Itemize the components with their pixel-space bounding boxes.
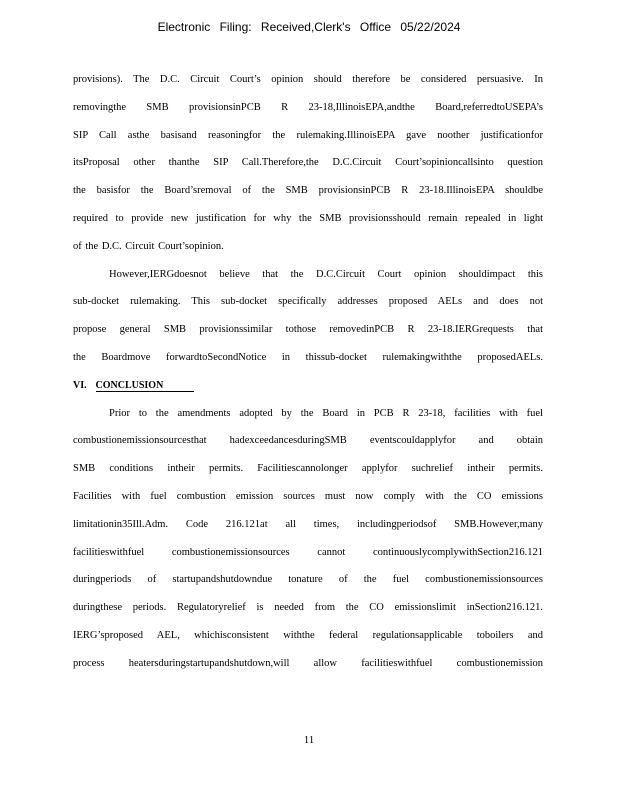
text-line: process heatersduringstartupandshutdown,will allow facilitieswithfuel combustionemission	[73, 657, 543, 669]
text-line: Prior to the amendments adopted by the Board in PCB R 23-18, facilities with fuel	[109, 407, 543, 419]
section-heading	[73, 379, 543, 407]
text-line: SIP Call asthe basisand reasoningfor the rulemaking.IllinoisEPA gave noother justificationfor	[73, 129, 543, 141]
page-number: 11	[303, 734, 315, 746]
text-line: SMB conditions intheir permits. Facilitiescannolonger applyfor suchrelief intheir permits.	[73, 463, 543, 475]
text-line: itsProposal other thanthe SIP Call.Therefore,the D.C.Circuit Court’sopinioncallsinto question	[73, 157, 543, 169]
text-line: provisions). The D.C. Circuit Court’s opinion should therefore be considered persuasive. In	[73, 74, 543, 85]
text-line: duringperiods of startupandshutdowndue tonature of the fuel combustionemissionsources	[73, 574, 543, 586]
text-line: propose general SMB provisionssimilar tothose removedinPCB R 23-18.IERGrequests that	[73, 324, 543, 336]
text-line: IERG’sproposed AEL, whichisconsistent withthe federal regulationsapplicable toboilers and	[73, 629, 543, 641]
paragraph-dc-circuit-opinion	[73, 73, 543, 268]
text-line: sub-docket rulemaking. This sub-docket specifically addresses proposed AELs and does not	[73, 296, 543, 308]
text-line: duringthese periods. Regulatoryrelief is needed from the CO emissionslimit inSection216.121.	[73, 602, 543, 614]
section-number: VI.	[73, 379, 87, 391]
text-line: However,IERGdoesnot believe that the D.C.Circuit Court opinion shouldimpact this	[109, 268, 543, 280]
text-line: the basisfor the Board’sremoval of the SMB provisionsinPCB R 23-18.IllinoisEPA shouldbe	[73, 185, 543, 197]
section-title: CONCLUSION	[96, 380, 194, 392]
text-line: combustionemissionsourcesthat hadexceedancesduringSMB eventscouldapplyfor and obtain	[73, 435, 543, 447]
text-line: limitationin35Ill.Adm. Code 216.121at all times, includingperiodsof SMB.However,many	[73, 518, 543, 530]
text-line: removingthe SMB provisionsinPCB R 23-18,IllinoisEPA,andthe Board,referredtoUSEPA’s	[73, 101, 543, 113]
text-line: the Boardmove forwardtoSecondNotice in thissub-docket rulemakingwiththe proposedAELs.	[73, 351, 543, 363]
paragraph-conclusion	[73, 407, 543, 685]
document-body	[73, 73, 543, 685]
filing-header: Electronic Filing: Received,Clerk's Office 05/22/2024	[157, 20, 461, 34]
text-line: Facilities with fuel combustion emission sources must now comply with the CO emissions	[73, 490, 543, 502]
paragraph-sub-docket	[73, 268, 543, 379]
text-line: of the D.C. Circuit Court’sopinion.	[73, 240, 224, 252]
text-line: required to provide new justification for why the SMB provisionsshould remain repealed in light	[73, 212, 543, 224]
text-line: facilitieswithfuel combustionemissionsources cannot continuouslycomplywithSection216.121	[73, 546, 543, 558]
